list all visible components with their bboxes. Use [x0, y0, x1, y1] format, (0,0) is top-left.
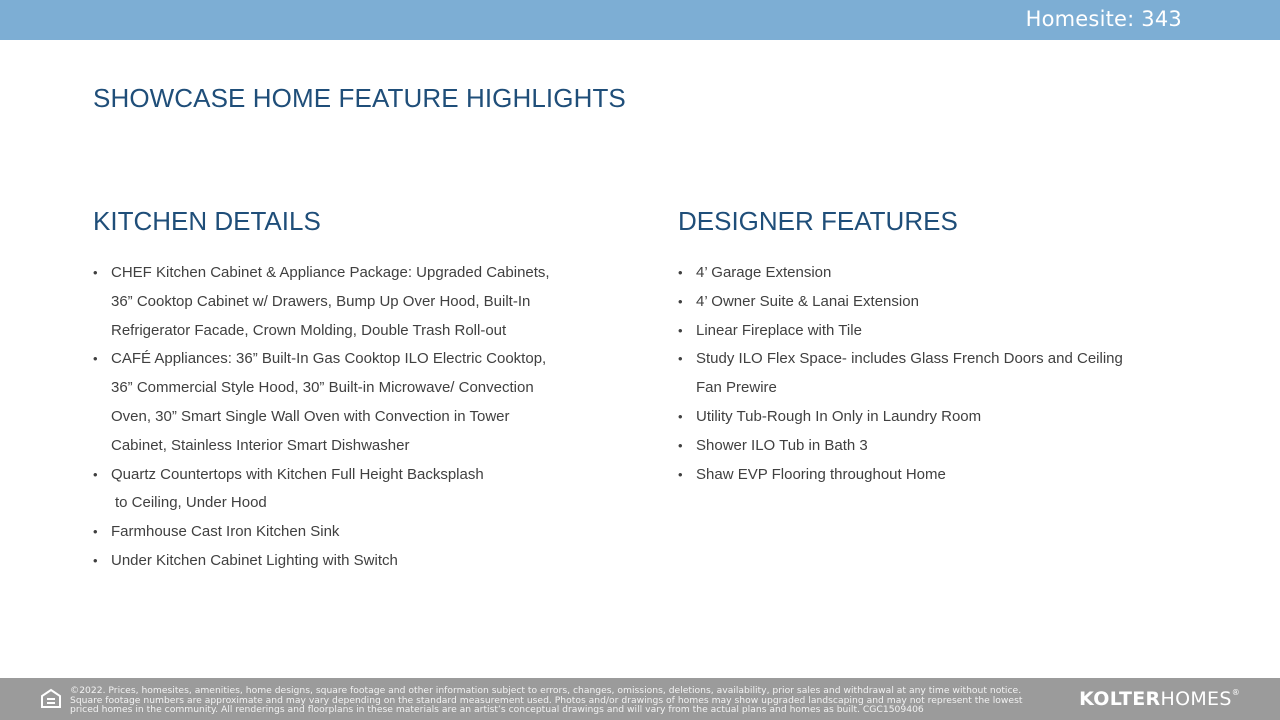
- feature-text-line: Under Kitchen Cabinet Lighting with Switch: [111, 551, 398, 569]
- feature-text-line: Quartz Countertops with Kitchen Full Height Backsplash: [111, 465, 484, 483]
- feature-item: [678, 288, 1198, 317]
- disclaimer-line: priced homes in the community. All renderings and floorplans in these materials are an artist’s conceptual drawings and will vary from the actual plans and homes as built. CGC1509406: [70, 704, 924, 715]
- page-title: SHOWCASE HOME FEATURE HIGHLIGHTS: [93, 83, 626, 113]
- designer-features-section: [678, 205, 1198, 489]
- legal-disclaimer: [70, 686, 1100, 715]
- feature-item: [93, 461, 613, 519]
- bullet-icon: •: [678, 437, 683, 453]
- feature-item: [678, 345, 1198, 403]
- designer-feature-list: [678, 259, 1198, 489]
- kolter-homes-logo: [1079, 688, 1240, 710]
- feature-text-line: 36” Commercial Style Hood, 30” Built-in Microwave/ Convection: [111, 379, 534, 397]
- bullet-icon: •: [678, 466, 683, 482]
- feature-text-line: Oven, 30” Smart Single Wall Oven with Convection in Tower: [111, 407, 510, 425]
- homesite-label: Homesite: 343: [1025, 7, 1182, 31]
- feature-text-line: Utility Tub-Rough In Only in Laundry Room: [696, 407, 982, 425]
- logo-light-text: HOMES: [1160, 688, 1232, 710]
- feature-item: [678, 461, 1198, 490]
- feature-text-line: 4’ Owner Suite & Lanai Extension: [696, 292, 919, 310]
- feature-text-line: Linear Fireplace with Tile: [696, 321, 862, 339]
- designer-features-heading: DESIGNER FEATURES: [678, 206, 958, 236]
- bullet-icon: •: [93, 351, 98, 367]
- feature-item: [678, 317, 1198, 346]
- footer-bar: [0, 678, 1280, 720]
- feature-text-line: Fan Prewire: [696, 379, 777, 397]
- feature-item: [678, 259, 1198, 288]
- feature-item: [678, 403, 1198, 432]
- feature-text-line: to Ceiling, Under Hood: [115, 494, 267, 512]
- logo-registered-mark: ®: [1231, 688, 1240, 697]
- feature-text-line: 36” Cooktop Cabinet w/ Drawers, Bump Up Over Hood, Built-In: [111, 292, 531, 310]
- feature-text-line: Study ILO Flex Space- includes Glass French Doors and Ceiling: [696, 350, 1123, 368]
- bullet-icon: •: [678, 351, 683, 367]
- header-bar: [0, 0, 1280, 40]
- feature-text-line: Farmhouse Cast Iron Kitchen Sink: [111, 523, 340, 541]
- feature-text-line: CHEF Kitchen Cabinet & Appliance Package: Upgraded Cabinets,: [111, 264, 550, 281]
- logo-bold-text: KOLTER: [1079, 688, 1161, 710]
- feature-item: [678, 432, 1198, 461]
- disclaimer-line: ©2022. Prices, homesites, amenities, home designs, square footage and other information subject to errors, changes, omissions, deletions, availability, prior sales and withdrawal at any time without notice.: [70, 685, 1022, 696]
- kitchen-feature-list: [93, 259, 613, 576]
- feature-item: [93, 547, 613, 576]
- bullet-icon: •: [93, 265, 98, 280]
- bullet-icon: •: [93, 552, 98, 568]
- feature-text-line: Shower ILO Tub in Bath 3: [696, 436, 868, 454]
- bullet-icon: •: [93, 466, 98, 482]
- bullet-icon: •: [678, 265, 683, 280]
- feature-item: [93, 518, 613, 547]
- feature-text-line: 4’ Garage Extension: [696, 264, 832, 281]
- feature-text-line: CAFÉ Appliances: 36” Built-In Gas Cooktop ILO Electric Cooktop,: [111, 350, 547, 368]
- kitchen-details-section: [93, 205, 613, 576]
- feature-item: [93, 259, 613, 345]
- feature-text-line: Shaw EVP Flooring throughout Home: [696, 465, 946, 483]
- bullet-icon: •: [678, 293, 683, 309]
- kitchen-details-heading: KITCHEN DETAILS: [93, 206, 321, 236]
- bullet-icon: •: [93, 524, 98, 540]
- feature-item: [93, 345, 613, 460]
- feature-text-line: Refrigerator Facade, Crown Molding, Double Trash Roll-out: [111, 321, 507, 339]
- bullet-icon: •: [678, 408, 683, 424]
- bullet-icon: •: [678, 322, 683, 338]
- equal-housing-opportunity-icon: [40, 688, 62, 710]
- feature-text-line: Cabinet, Stainless Interior Smart Dishwasher: [111, 436, 410, 454]
- disclaimer-line: Square footage numbers are approximate and may vary depending on the standard measurement used. Photos and/or drawings of homes may show upgraded landscaping and may not represent the lowest: [70, 694, 1023, 706]
